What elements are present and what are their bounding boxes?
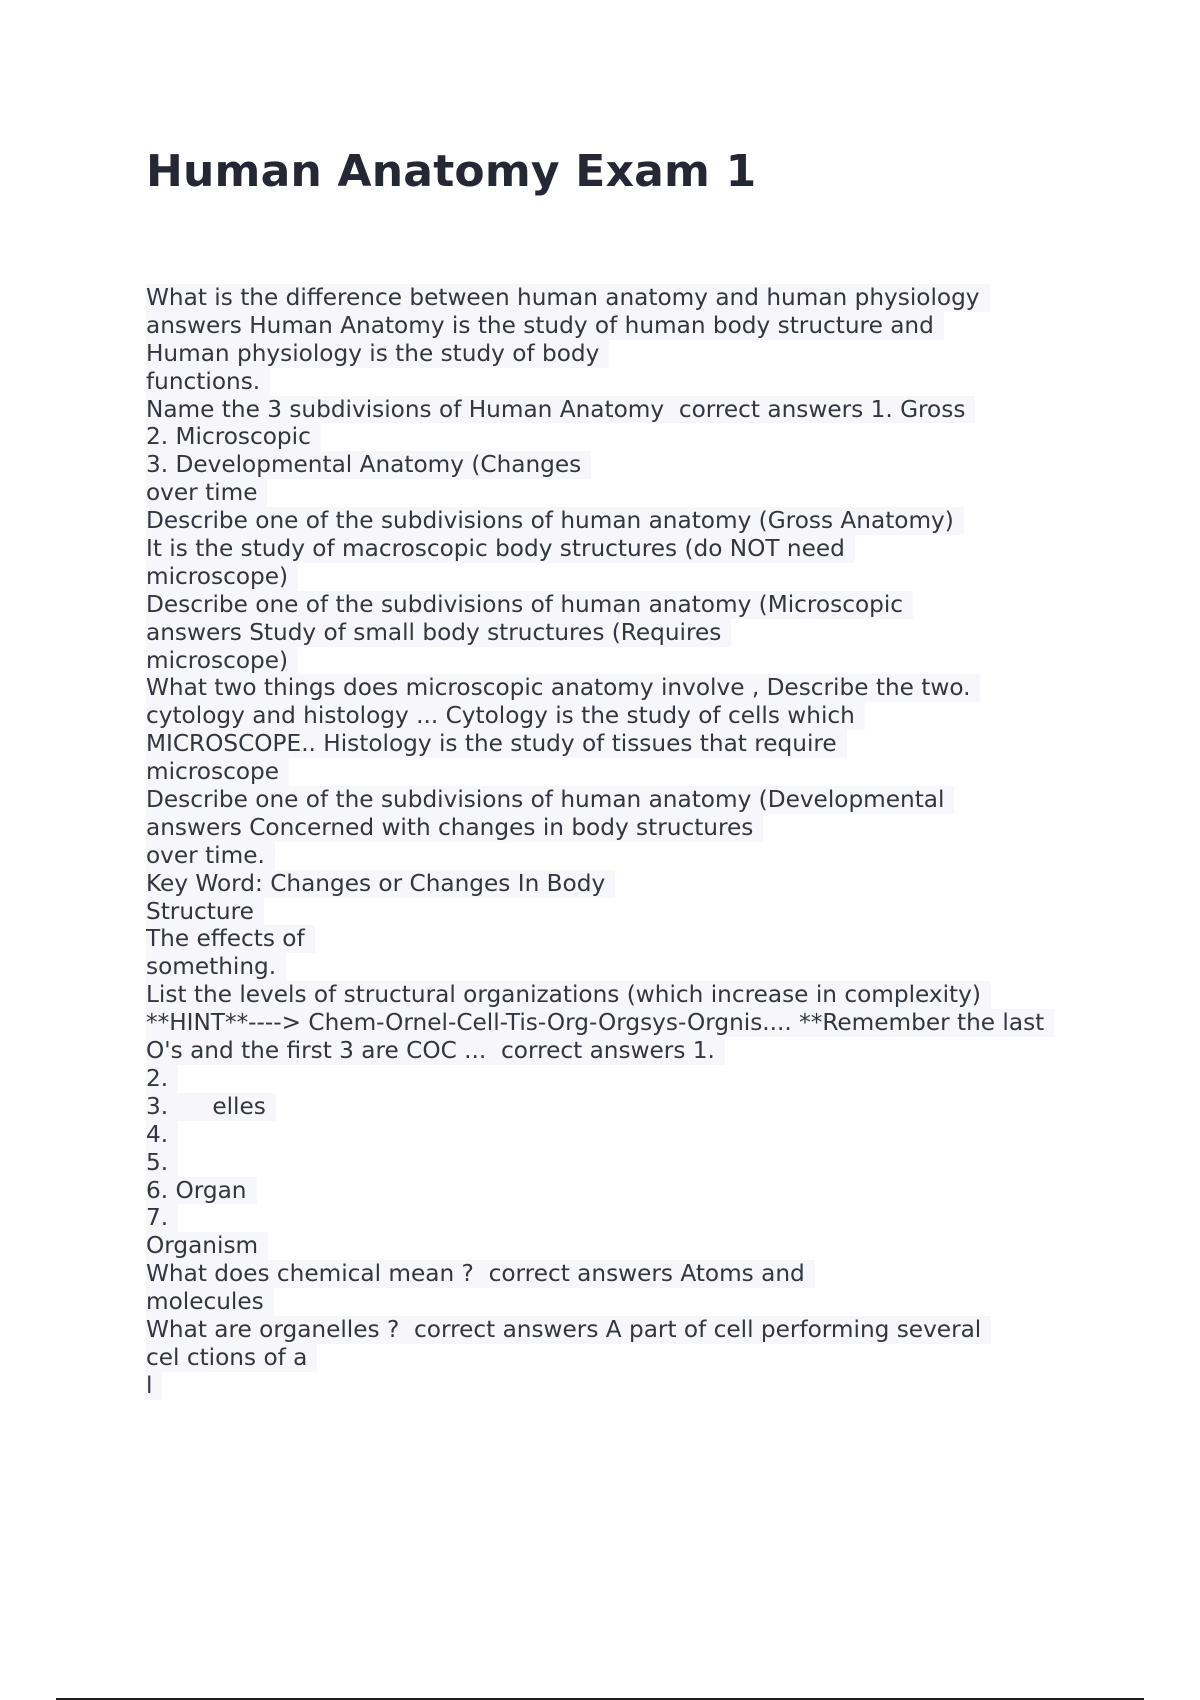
text-line: functions. <box>146 368 270 396</box>
text-line: Describe one of the subdivisions of human anatomy (Developmental <box>146 786 954 814</box>
text-line: Describe one of the subdivisions of human anatomy (Gross Anatomy) <box>146 507 964 535</box>
text-line: The effects of <box>146 925 315 953</box>
text-line: What are organelles ? correct answers A part of cell performing several <box>146 1316 991 1344</box>
text-line: What two things does microscopic anatomy involve , Describe the two. <box>146 674 980 702</box>
text-line: answers Concerned with changes in body structures <box>146 814 763 842</box>
text-line: Key Word: Changes or Changes In Body <box>146 870 615 898</box>
text-line: microscope <box>146 758 289 786</box>
text-line: Organism <box>146 1232 268 1260</box>
text-line: List the levels of structural organizations (which increase in complexity) <box>146 981 991 1009</box>
text-line: 4. <box>146 1121 178 1149</box>
text-line: microscope) <box>146 647 298 675</box>
text-line: over time. <box>146 842 275 870</box>
text-line: 7. <box>146 1204 178 1232</box>
text-line: 2. Microscopic <box>146 423 321 451</box>
text-line: What is the difference between human anatomy and human physiology <box>146 284 990 312</box>
text-line: 6. Organ <box>146 1177 257 1205</box>
text-line: 3. Developmental Anatomy (Changes <box>146 451 591 479</box>
text-line: microscope) <box>146 563 298 591</box>
document-body <box>146 284 1096 1400</box>
text-line: 3. elles <box>146 1093 276 1121</box>
text-line: O's and the first 3 are COC ... correct answers 1. <box>146 1037 725 1065</box>
text-line: MICROSCOPE.. Histology is the study of tissues that require <box>146 730 847 758</box>
text-line: molecules <box>146 1288 274 1316</box>
text-line: Name the 3 subdivisions of Human Anatomy correct answers 1. Gross <box>146 396 975 424</box>
text-line: Describe one of the subdivisions of human anatomy (Microscopic <box>146 591 913 619</box>
text-line: something. <box>146 953 286 981</box>
text-line: l <box>146 1372 162 1400</box>
text-line: It is the study of macroscopic body structures (do NOT need <box>146 535 855 563</box>
text-line: answers Human Anatomy is the study of human body structure and <box>146 312 944 340</box>
text-line: cel ctions of a <box>146 1344 317 1372</box>
text-line: 2. <box>146 1065 178 1093</box>
text-line: What does chemical mean ? correct answers Atoms and <box>146 1260 815 1288</box>
text-line: **HINT**----> Chem-Ornel-Cell-Tis-Org-Orgsys-Orgnis.... **Remember the last <box>146 1009 1054 1037</box>
text-line: 5. <box>146 1149 178 1177</box>
page-title: Human Anatomy Exam 1 <box>146 146 757 197</box>
text-line: over time <box>146 479 267 507</box>
text-line: cytology and histology ... Cytology is the study of cells which <box>146 702 865 730</box>
text-line: answers Study of small body structures (Requires <box>146 619 731 647</box>
text-line: Human physiology is the study of body <box>146 340 609 368</box>
text-line: Structure <box>146 898 264 926</box>
